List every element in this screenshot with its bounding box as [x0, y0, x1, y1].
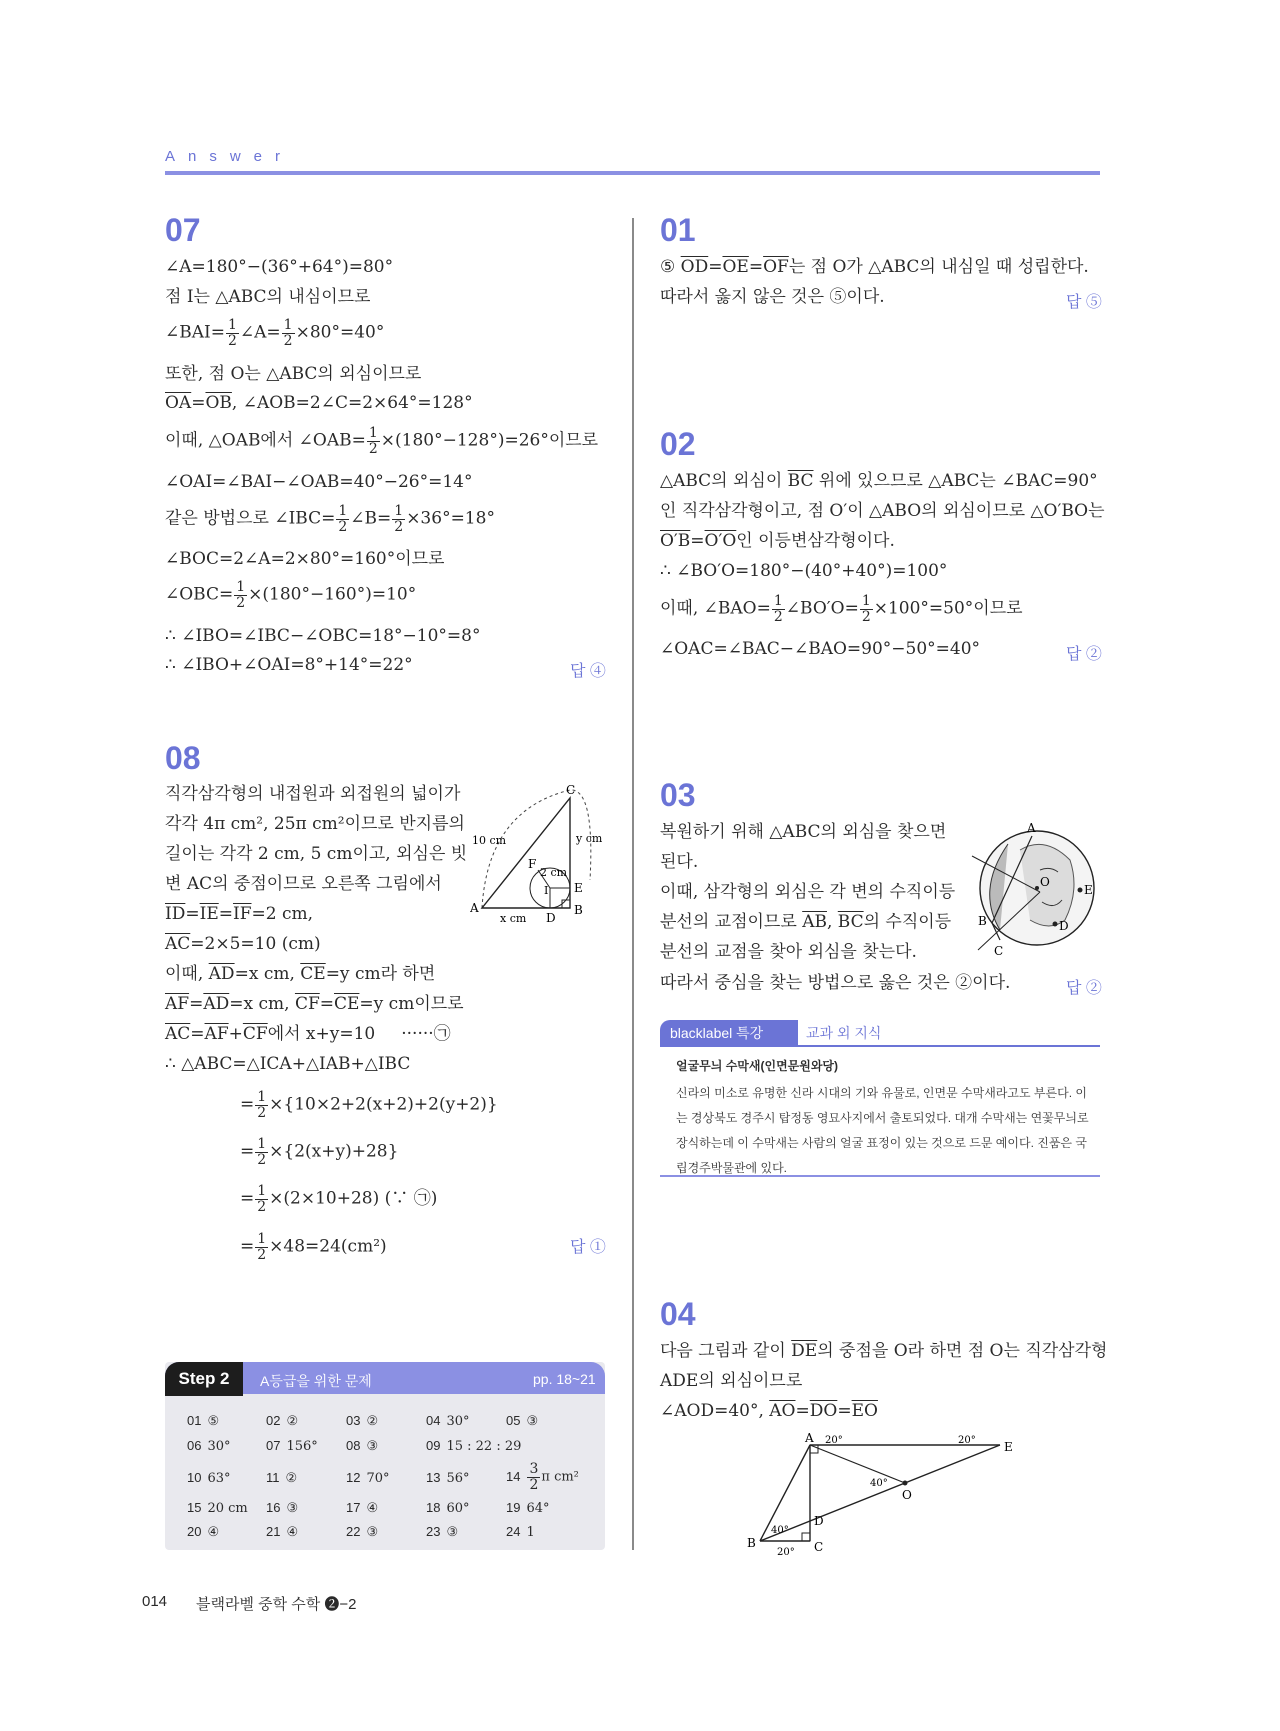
blacklabel-heading: 얼굴무늬 수막새(인면문원와당)	[676, 1059, 839, 1073]
r01-line-1: ⑤ $\overline{OD}=\overline{OE}=\overline{OF}$는 점 O가 △ABC의 내심일 때 성립한다.	[660, 257, 1089, 277]
p08-answer: 답 ①	[570, 1239, 606, 1256]
p04-angle-40-o: 40°	[870, 1478, 888, 1489]
step2-pages: pp. 18~21	[533, 1371, 596, 1387]
fraction-half: $\frac{1}{2}$	[283, 317, 293, 349]
step2-cell: 15 20 cm	[187, 1500, 248, 1516]
p08-line-1: 직각삼각형의 내접원과 외접원의 넓이가	[165, 784, 461, 804]
r03-line-2: 된다.	[660, 852, 699, 872]
step2-cell: 08 ③	[346, 1438, 379, 1454]
p08-label-a: A	[470, 901, 479, 915]
problem-03-number: 03	[660, 777, 696, 813]
header-rule	[165, 171, 1100, 175]
p07-l3-a: ∠BAI=	[165, 322, 225, 343]
p07-line-11: ∴ ∠IBO=∠IBC−∠OBC=18°−10°=8°	[165, 626, 481, 646]
p07-line-3	[165, 318, 384, 348]
center-o	[1035, 886, 1039, 890]
r02-line-2: 인 직각삼각형이고, 점 O′이 △ABO의 외심이므로 △O′BO는	[660, 501, 1105, 521]
blacklabel-body: 신라의 미소로 유명한 신라 시대의 기와 유물로, 인면문 수막새라고도 부른다. 이는 경상북도 경주시 탑정동 영묘사지에서 출토되었다. 대개 수막새는 연꽃무늬로 장식하는데 이 수막새는 사람의 얼굴 표정이 있는 것으로 드문 예이다. 진품은 국립경주박물관에 있다.	[676, 1086, 1089, 1175]
p07-line-12: ∴ ∠IBO+∠OAI=8°+14°=22°	[165, 655, 413, 675]
r01-answer: 답 ⑤	[1066, 294, 1102, 311]
r02-line-4: ∴ ∠BO′O=180°−(40°+40°)=100°	[660, 561, 948, 581]
step2-cell: 13 56°	[426, 1470, 470, 1486]
p08-label-2cm: 2 cm	[540, 866, 568, 879]
p03-rooftile-figure	[970, 820, 1100, 960]
p08-line-3: 길이는 각각 2 cm, 5 cm이고, 외심은 빗	[165, 844, 468, 864]
triangle-abc	[482, 798, 570, 908]
p08-label-i: I	[544, 884, 549, 897]
fraction-half: $\frac{1}{2}$	[368, 425, 378, 457]
p08-line-12: = $\frac{1}{2}$ ×{2(x+y)+28}	[240, 1136, 399, 1168]
p04-angle-20-e: 20°	[958, 1435, 976, 1446]
p08-line-8: $\overline{AF}=\overline{AD}=x$ cm, $\overline{CF}=\overline{CE}=y$ cm이므로	[165, 994, 464, 1014]
r02-line-3: O′B=O′O인 이등변삼각형이다.	[660, 531, 895, 551]
r04-line-1: 다음 그림과 같이 $\overline{DE}$의 중점을 O라 하면 점 O는 직각삼각형	[660, 1341, 1108, 1361]
p08-label-c: C	[566, 783, 576, 797]
p07-l3-b: ∠A=	[239, 322, 281, 343]
r03-line-4: 분선의 교점이므로 $\overline{AB}$, $\overline{BC}$의 수직이등	[660, 912, 952, 932]
p08-line-13: = $\frac{1}{2}$ ×(2×10+28) (∵ ㉠)	[240, 1183, 438, 1215]
p03-label-d: D	[1059, 919, 1069, 933]
p03-label-o: O	[1040, 875, 1050, 889]
step2-cell: 22 ③	[346, 1524, 379, 1540]
step2-cell: 05 ③	[506, 1413, 539, 1429]
p04-label-d: D	[814, 1514, 824, 1528]
p07-line-6: 이때, △OAB에서 ∠OAB= $\frac{1}{2}$ ×(180°−128°)=26°이므로	[165, 425, 599, 457]
r03-line-6: 따라서 중심을 찾는 방법으로 옳은 것은 ②이다.	[660, 973, 1011, 993]
step2-cell: 24 1	[506, 1524, 535, 1540]
p04-label-c: C	[814, 1540, 824, 1554]
p08-line-7: 이때, $\overline{AD}=x$ cm, $\overline{CE}=y$ cm라 하면	[165, 964, 436, 984]
p08-label-xcm: x cm	[500, 912, 527, 925]
p04-angle-40-b: 40°	[771, 1525, 789, 1536]
r03-line-1: 복원하기 위해 △ABC의 외심을 찾으면	[660, 822, 947, 842]
fraction-three-halves: $\frac{3}{2}$	[529, 1461, 539, 1493]
step2-cell: 17 ④	[346, 1500, 379, 1516]
r03-line-5: 분선의 교점을 찾아 외심을 찾는다.	[660, 942, 917, 962]
p03-label-b: B	[978, 914, 987, 928]
problem-01-number: 01	[660, 212, 696, 248]
p07-line-4: 또한, 점 O는 △ABC의 외심이므로	[165, 364, 422, 384]
column-divider	[632, 218, 634, 1550]
p04-triangle-figure	[745, 1433, 1015, 1558]
p08-line-2: 각각 4π cm², 25π cm²이므로 반지름의	[165, 814, 465, 834]
step2-cell: 07 156°	[266, 1438, 318, 1454]
footer-page-number: 014	[142, 1593, 168, 1610]
r03-line-3: 이때, 삼각형의 외심은 각 변의 수직이등	[660, 882, 956, 902]
fraction-half: $\frac{1}{2}$	[257, 1183, 267, 1215]
r02-line-6: ∠OAC=∠BAC−∠BAO=90°−50°=40°	[660, 639, 981, 659]
step2-cell: 14 $\frac{3}{2}$ π cm²	[506, 1461, 579, 1493]
p08-line-11: = $\frac{1}{2}$ ×{10×2+2(x+2)+2(y+2)}	[240, 1089, 498, 1121]
right-angle-mark	[562, 900, 570, 908]
step2-cell: 06 30°	[187, 1438, 231, 1454]
step2-cell: 23 ③	[426, 1524, 459, 1540]
header-label: Answer	[165, 148, 294, 165]
right-angle-c	[802, 1533, 810, 1541]
p07-line-5: $\overline{OA}=\overline{OB}$, ∠AOB=2∠C=2×64°=128°	[165, 393, 473, 413]
p08-label-d: D	[546, 911, 556, 925]
p04-label-b: B	[747, 1536, 756, 1550]
p08-line-6: $\overline{AC}=2\times 5=10$ (cm)	[165, 934, 321, 954]
segment-ao	[810, 1445, 905, 1483]
p03-label-c: C	[994, 944, 1004, 958]
step2-cell: 20 ④	[187, 1524, 220, 1540]
problem-08-number: 08	[165, 740, 201, 776]
step2-cell: 19 64°	[506, 1500, 550, 1516]
p04-label-a: A	[805, 1433, 814, 1445]
step2-cell: 21 ④	[266, 1524, 299, 1540]
fraction-half: $\frac{1}{2}$	[257, 1089, 267, 1121]
p08-label-e: E	[574, 881, 583, 895]
p08-line-4: 변 AC의 중점이므로 오른쪽 그림에서	[165, 874, 442, 894]
segment-be	[760, 1445, 1000, 1541]
p04-angle-20-b: 20°	[777, 1547, 795, 1558]
fraction-half: $\frac{1}{2}$	[227, 317, 237, 349]
p08-label-f: F	[528, 857, 537, 871]
r04-line-2: ADE의 외심이므로	[660, 1371, 803, 1391]
p07-line-1: ∠A=180°−(36°+64°)=80°	[165, 257, 394, 277]
point-e	[1078, 888, 1083, 893]
r02-answer: 답 ②	[1066, 646, 1102, 663]
p07-line-10: ∠OBC= $\frac{1}{2}$ ×(180°−160°)=10°	[165, 579, 417, 611]
step2-title: A등급을 위한 문제	[260, 1373, 372, 1389]
step2-cell: 11 ②	[266, 1470, 298, 1486]
r03-answer: 답 ②	[1066, 980, 1102, 997]
r01-line-2: 따라서 옳지 않은 것은 ⑤이다.	[660, 287, 885, 307]
blacklabel-rule-top	[660, 1045, 1100, 1047]
p07-line-8: 같은 방법으로 ∠IBC= $\frac{1}{2}$ ∠B= $\frac{1}{2}$ ×36°=18°	[165, 503, 495, 535]
step2-cell: 09 15 : 22 : 29	[426, 1438, 522, 1454]
p04-label-o: O	[902, 1488, 912, 1502]
step2-cell: 02 ②	[266, 1413, 299, 1429]
fraction-half: $\frac{1}{2}$	[394, 503, 404, 535]
fraction-half: $\frac{1}{2}$	[236, 579, 246, 611]
p07-line-7: ∠OAI=∠BAI−∠OAB=40°−26°=14°	[165, 472, 473, 492]
p08-label-ycm: y cm	[576, 832, 603, 845]
step2-cell: 04 30°	[426, 1413, 470, 1429]
r04-line-3: ∠AOD=40°, $\overline{AO}=\overline{DO}=\overline{EO}$	[660, 1401, 878, 1421]
problem-02-number: 02	[660, 426, 696, 462]
p08-triangle-figure	[470, 780, 620, 930]
step2-cell: 16 ③	[266, 1500, 299, 1516]
p03-label-a: A	[1027, 821, 1036, 835]
p08-label-b: B	[574, 903, 583, 917]
problem-07-number: 07	[165, 212, 201, 248]
step2-cell: 18 60°	[426, 1500, 470, 1516]
step2-cell: 03 ②	[346, 1413, 379, 1429]
p08-line-14: = $\frac{1}{2}$ ×48=24(cm²)	[240, 1231, 387, 1263]
r02-line-1: △ABC의 외심이 $\overline{BC}$ 위에 있으므로 △ABC는 ∠BAC=90°	[660, 471, 1098, 491]
p04-label-e: E	[1004, 1440, 1013, 1454]
problem-04-number: 04	[660, 1296, 696, 1332]
blacklabel-tab: blacklabel 특강	[660, 1020, 798, 1046]
fraction-half: $\frac{1}{2}$	[338, 503, 348, 535]
p08-line-9: $\overline{AC}=\overline{AF}+\overline{CF}$에서 x+y=10 ······㉠	[165, 1024, 451, 1044]
fraction-half: $\frac{1}{2}$	[773, 593, 783, 625]
step2-cell: 01 ⑤	[187, 1413, 220, 1429]
fraction-half: $\frac{1}{2}$	[257, 1136, 267, 1168]
step2-cell: 12 70°	[346, 1470, 390, 1486]
footer-book-title: 블랙라벨 중학 수학 ❷−2	[196, 1596, 357, 1613]
point-d	[1053, 922, 1058, 927]
p08-line-5: $\overline{ID}=\overline{IE}=\overline{IF}=2$ cm,	[165, 904, 314, 924]
p07-answer: 답 ④	[570, 663, 606, 680]
p03-label-e: E	[1084, 883, 1093, 897]
step2-tab: Step 2	[165, 1362, 243, 1396]
p08-line-10: ∴ △ABC=△ICA+△IAB+△IBC	[165, 1054, 411, 1074]
blacklabel-subtitle: 교과 외 지식	[806, 1025, 882, 1041]
step2-cell: 10 63°	[187, 1470, 231, 1486]
blacklabel-rule-bottom	[660, 1175, 1100, 1177]
p07-line-2: 점 I는 △ABC의 내심이므로	[165, 287, 371, 307]
midpoint-o	[903, 1481, 908, 1486]
p07-line-9: ∠BOC=2∠A=2×80°=160°이므로	[165, 549, 445, 569]
fraction-half: $\frac{1}{2}$	[257, 1231, 267, 1263]
r02-line-5: 이때, ∠BAO= $\frac{1}{2}$ ∠BO′O= $\frac{1}{2}$ ×100°=50°이므로	[660, 593, 1023, 625]
p08-label-10cm: 10 cm	[472, 834, 507, 847]
fraction-half: $\frac{1}{2}$	[861, 593, 871, 625]
p07-l3-c: ×80°=40°	[295, 322, 385, 343]
p04-angle-20-a: 20°	[825, 1435, 843, 1446]
